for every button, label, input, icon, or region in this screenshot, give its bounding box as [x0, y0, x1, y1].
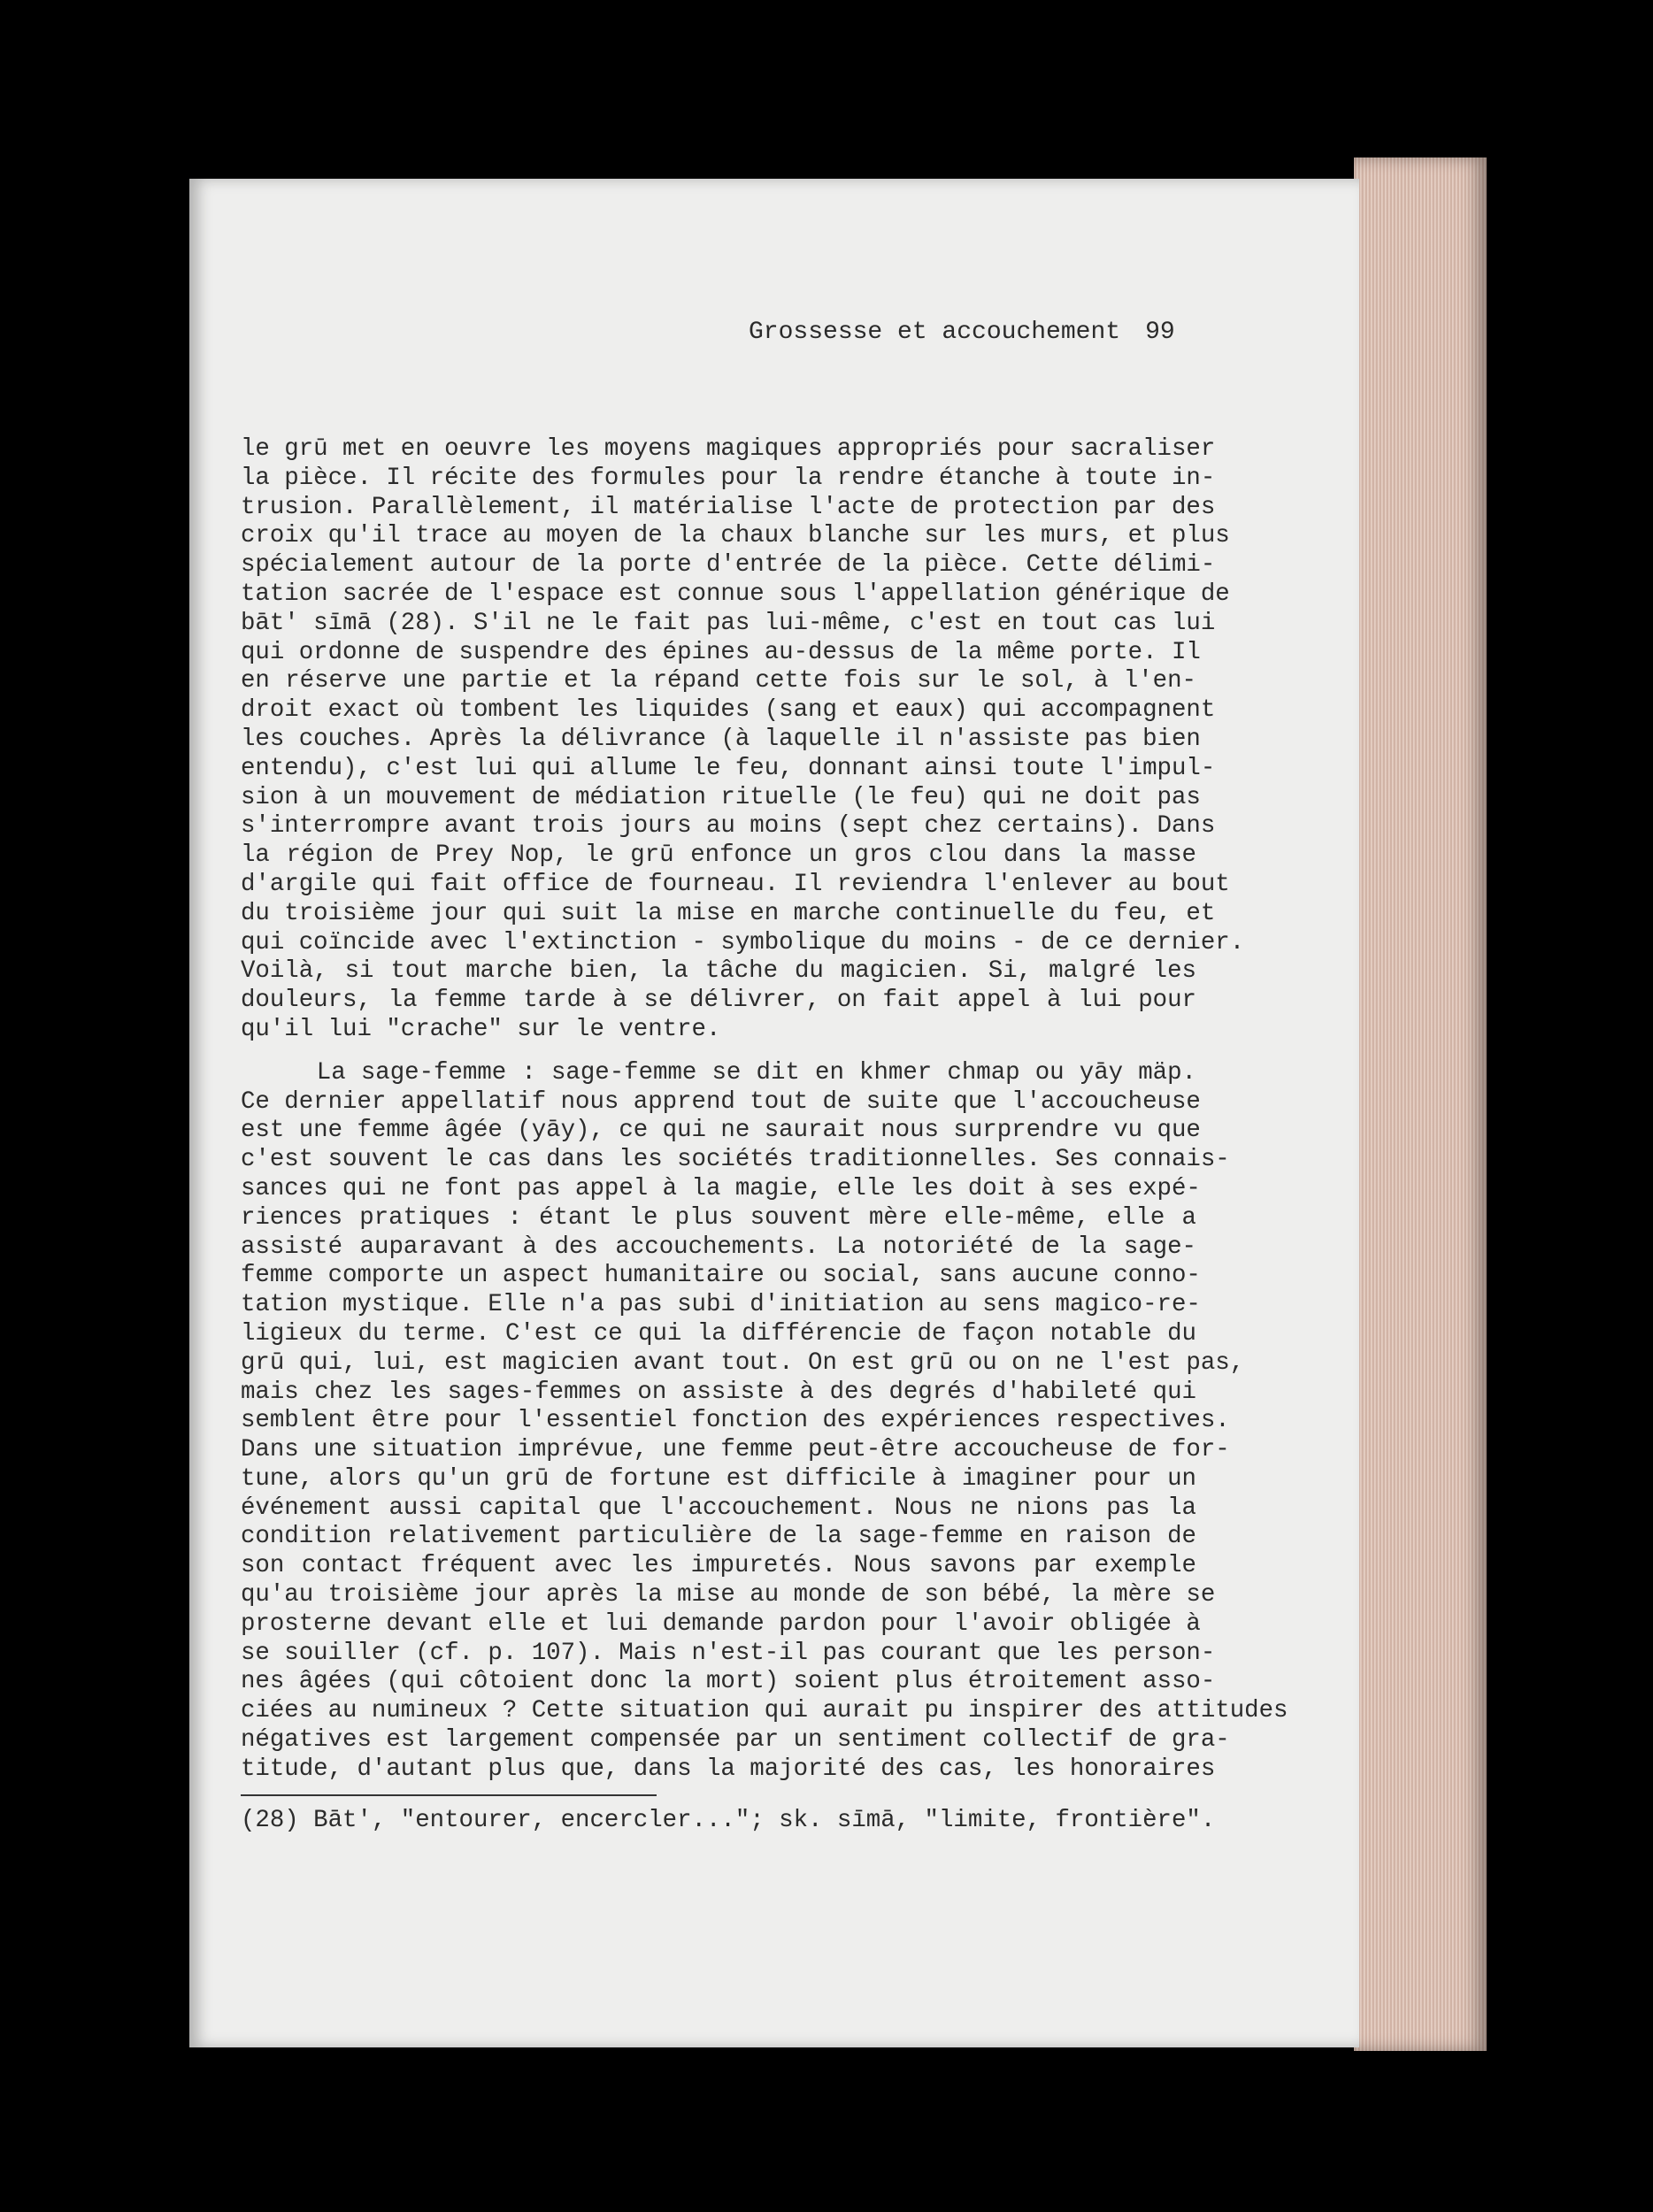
text-line: Ce dernier appellatif nous apprend tout de suite que l'accoucheuse	[241, 1087, 1201, 1116]
text-line: mais chez les sages-femmes on assiste à des degrés d'habileté qui	[241, 1378, 1196, 1406]
text-line: la région de Prey Nop, le grū enfonce un gros clou dans la masse	[241, 841, 1196, 870]
text-line: qu'il lui "crache" sur le ventre.	[241, 1015, 721, 1043]
text-line: est une femme âgée (yāy), ce qui ne saurait nous surprendre vu que	[241, 1117, 1201, 1145]
text-line: spécialement autour de la porte d'entrée de la pièce. Cette délimi-	[241, 551, 1216, 580]
text-line: la pièce. Il récite des formules pour la rendre étanche à toute in-	[241, 464, 1216, 492]
text-line: le grū met en oeuvre les moyens magiques appropriés pour sacraliser	[241, 435, 1216, 463]
text-line: son contact fréquent avec les impuretés. Nous savons par exemple	[241, 1552, 1196, 1580]
paragraph-gap	[241, 1045, 1196, 1059]
text-line: les couches. Après la délivrance (à laquelle il n'assiste pas bien	[241, 725, 1201, 753]
text-line: sion à un mouvement de médiation rituelle (le feu) qui ne doit pas	[241, 783, 1201, 811]
text-line: qu'au troisième jour après la mise au monde de son bébé, la mère se	[241, 1581, 1216, 1609]
text-line: s'interrompre avant trois jours au moins (sept chez certains). Dans	[241, 812, 1216, 841]
text-line: Dans une situation imprévue, une femme peut-être accoucheuse de for-	[241, 1436, 1230, 1464]
text-line: semblent être pour l'essentiel fonction des expériences respectives.	[241, 1407, 1230, 1435]
paragraph-grū	[241, 435, 1245, 1045]
footnote-rule	[241, 1794, 657, 1796]
page-number: 99	[1145, 319, 1175, 346]
text-line: tation sacrée de l'espace est connue sous l'appellation générique de	[241, 580, 1230, 608]
text-line: se souiller (cf. p. 107). Mais n'est-il pas courant que les person-	[241, 1639, 1216, 1667]
text-line: nes âgées (qui côtoient donc la mort) soient plus étroitement asso-	[241, 1668, 1216, 1696]
text-line: sances qui ne font pas appel à la magie, elle les doit à ses expé-	[241, 1174, 1201, 1202]
running-header-title: Grossesse et accouchement	[749, 319, 1121, 346]
text-line: qui ordonne de suspendre des épines au-dessus de la même porte. Il	[241, 638, 1201, 666]
text-line: tation mystique. Elle n'a pas subi d'initiation au sens magico-re-	[241, 1291, 1201, 1319]
text-line: titude, d'autant plus que, dans la majorité des cas, les honoraires	[241, 1755, 1216, 1783]
book-page	[189, 179, 1359, 2047]
text-line: La sage-femme : sage-femme se dit en khmer chmap ou yāy mäp.	[241, 1058, 1196, 1087]
text-line: entendu), c'est lui qui allume le feu, donnant ainsi toute l'impul-	[241, 754, 1216, 782]
text-line: assisté auparavant à des accouchements. La notoriété de la sage-	[241, 1233, 1196, 1261]
text-line: croix qu'il trace au moyen de la chaux blanche sur les murs, et plus	[241, 522, 1230, 550]
text-line: qui coïncide avec l'extinction - symbolique du moins - de ce dernier.	[241, 928, 1245, 956]
text-line: riences pratiques : étant le plus souvent mère elle-même, elle a	[241, 1203, 1196, 1232]
paragraph-sage-femme	[241, 1058, 1288, 1785]
text-line: négatives est largement compensée par un sentiment collectif de gra-	[241, 1726, 1230, 1755]
text-line: tune, alors qu'un grū de fortune est difficile à imaginer pour un	[241, 1464, 1196, 1493]
text-line: prosterne devant elle et lui demande pardon pour l'avoir obligée à	[241, 1609, 1201, 1638]
text-line: événement aussi capital que l'accouchement. Nous ne nions pas la	[241, 1494, 1196, 1522]
text-line: c'est souvent le cas dans les sociétés traditionnelles. Ses connais-	[241, 1146, 1230, 1174]
body-text	[241, 435, 1288, 1785]
text-line: trusion. Parallèlement, il matérialise l'acte de protection par des	[241, 493, 1216, 521]
text-line: droit exact où tombent les liquides (sang et eaux) qui accompagnent	[241, 696, 1216, 725]
footnote-28: (28) Bāt', "entourer, encercler..."; sk. sīmā, "limite, frontière".	[241, 1807, 1216, 1834]
text-line: ligieux du terme. C'est ce qui la différencie de façon notable du	[241, 1319, 1196, 1348]
text-line: grū qui, lui, est magicien avant tout. On est grū ou on ne l'est pas,	[241, 1348, 1245, 1377]
text-line: d'argile qui fait office de fourneau. Il reviendra l'enlever au bout	[241, 870, 1230, 898]
text-line: du troisième jour qui suit la mise en marche continuelle du feu, et	[241, 899, 1216, 927]
book-page-edges	[1354, 157, 1487, 2051]
text-line: douleurs, la femme tarde à se délivrer, on fait appel à lui pour	[241, 987, 1196, 1015]
text-line: ciées au numineux ? Cette situation qui aurait pu inspirer des attitudes	[241, 1697, 1288, 1725]
running-header	[749, 319, 1368, 346]
text-line: en réserve une partie et la répand cette fois sur le sol, à l'en-	[241, 667, 1196, 695]
text-line: Voilà, si tout marche bien, la tâche du magicien. Si, malgré les	[241, 957, 1196, 986]
text-line: bāt' sīmā (28). S'il ne le fait pas lui-même, c'est en tout cas lui	[241, 609, 1216, 637]
text-line: condition relativement particulière de la sage-femme en raison de	[241, 1523, 1196, 1551]
text-line: femme comporte un aspect humanitaire ou social, sans aucune conno-	[241, 1262, 1201, 1290]
